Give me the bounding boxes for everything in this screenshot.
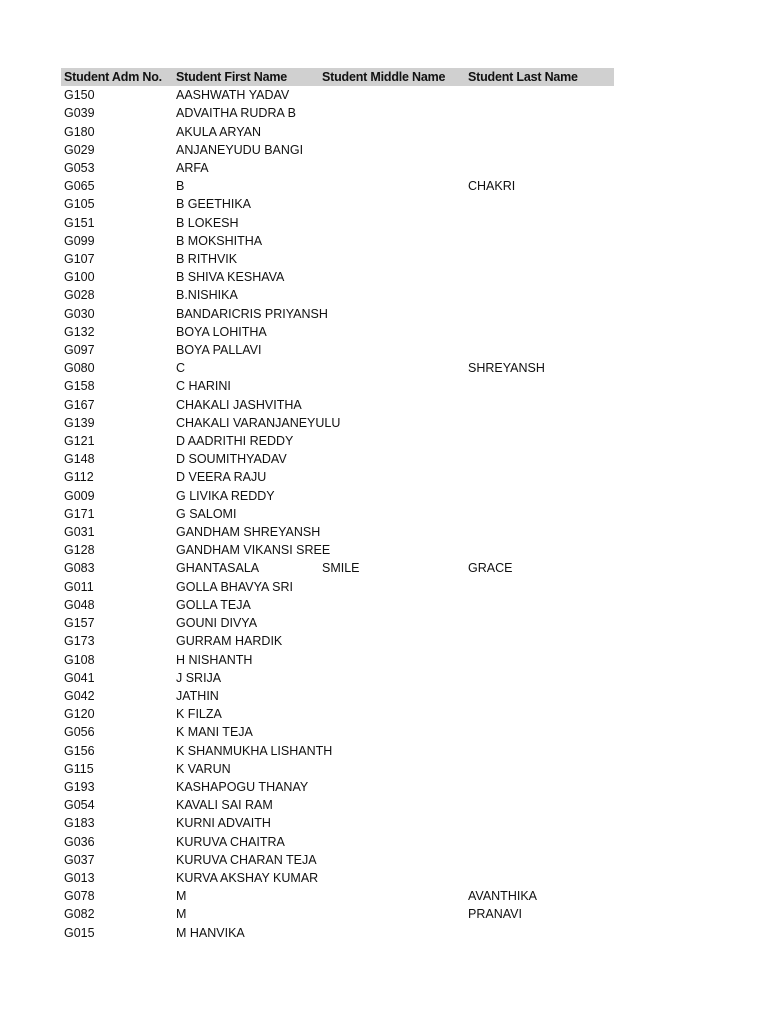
header-row: [61, 68, 614, 86]
cell-adm-no: G148: [64, 452, 95, 467]
cell-adm-no: G029: [64, 142, 95, 157]
header-middle-name: Student Middle Name: [319, 68, 465, 86]
cell-adm-no: G107: [64, 252, 95, 267]
cell-first-name: D SOUMITHYADAV: [176, 452, 287, 467]
cell-adm-no: G036: [64, 834, 95, 849]
table-body: [61, 86, 614, 942]
cell-first-name: CHAKALI VARANJANEYULU: [176, 415, 341, 430]
table-row: [61, 177, 614, 195]
table-row: [61, 905, 614, 923]
cell-adm-no: G039: [64, 106, 95, 121]
cell-last-name: PRANAVI: [468, 907, 522, 922]
table-row: [61, 760, 614, 778]
table-row: [61, 141, 614, 159]
table-row: [61, 651, 614, 669]
cell-adm-no: G183: [64, 816, 95, 831]
cell-last-name: GRACE: [468, 561, 513, 576]
cell-middle-name: [319, 705, 465, 723]
table-row: [61, 377, 614, 395]
table-row: [61, 505, 614, 523]
table-row: [61, 887, 614, 905]
cell-middle-name: [319, 687, 465, 705]
table-row: [61, 104, 614, 122]
cell-adm-no: G139: [64, 415, 95, 430]
cell-first-name: GOUNI DIVYA: [176, 616, 258, 631]
cell-middle-name: [319, 468, 465, 486]
cell-last-name: [465, 505, 614, 523]
cell-adm-no: G078: [64, 889, 95, 904]
cell-adm-no: G128: [64, 543, 95, 558]
cell-adm-no: G112: [64, 470, 94, 485]
table-row: [61, 414, 614, 432]
cell-middle-name: [319, 396, 465, 414]
cell-last-name: [465, 687, 614, 705]
cell-first-name: K SHANMUKHA LISHANTH: [176, 743, 333, 758]
cell-last-name: [465, 742, 614, 760]
cell-middle-name: [319, 760, 465, 778]
cell-last-name: [465, 268, 614, 286]
cell-first-name: CHAKALI JASHVITHA: [176, 397, 302, 412]
cell-middle-name: [319, 523, 465, 541]
cell-last-name: [465, 468, 614, 486]
student-sheet: [61, 68, 614, 942]
cell-adm-no: G031: [64, 525, 95, 540]
cell-last-name: SHREYANSH: [468, 361, 545, 376]
cell-middle-name: [319, 359, 465, 377]
cell-middle-name: [319, 851, 465, 869]
cell-first-name: M HANVIKA: [176, 925, 245, 940]
cell-adm-no: G115: [64, 761, 94, 776]
cell-last-name: [465, 669, 614, 687]
student-table: [61, 68, 614, 942]
table-row: [61, 541, 614, 559]
cell-middle-name: SMILE: [322, 561, 360, 576]
cell-last-name: [465, 651, 614, 669]
table-row: [61, 232, 614, 250]
cell-middle-name: [319, 141, 465, 159]
cell-middle-name: [319, 250, 465, 268]
table-row: [61, 723, 614, 741]
cell-last-name: [465, 833, 614, 851]
cell-adm-no: G120: [64, 707, 95, 722]
cell-adm-no: G009: [64, 488, 95, 503]
cell-first-name: GANDHAM VIKANSI SREE: [176, 543, 331, 558]
cell-first-name: GOLLA TEJA: [176, 597, 251, 612]
cell-first-name: AASHWATH YADAV: [176, 88, 290, 103]
cell-middle-name: [319, 414, 465, 432]
cell-adm-no: G082: [64, 907, 95, 922]
cell-middle-name: [319, 450, 465, 468]
cell-first-name: GANDHAM SHREYANSH: [176, 525, 321, 540]
table-row: [61, 450, 614, 468]
cell-middle-name: [319, 323, 465, 341]
table-row: [61, 924, 614, 942]
cell-middle-name: [319, 578, 465, 596]
cell-first-name: M: [176, 889, 187, 904]
cell-middle-name: [319, 268, 465, 286]
cell-first-name: GURRAM HARDIK: [176, 634, 283, 649]
table-header: [61, 68, 614, 86]
cell-last-name: [465, 487, 614, 505]
cell-adm-no: G011: [64, 579, 94, 594]
cell-last-name: [465, 104, 614, 122]
cell-first-name: KAVALI SAI RAM: [176, 798, 273, 813]
table-row: [61, 705, 614, 723]
table-row: [61, 250, 614, 268]
table-row: [61, 796, 614, 814]
cell-middle-name: [319, 778, 465, 796]
cell-middle-name: [319, 177, 465, 195]
cell-adm-no: G015: [64, 925, 95, 940]
cell-first-name: BOYA LOHITHA: [176, 324, 267, 339]
cell-last-name: [465, 632, 614, 650]
cell-middle-name: [319, 123, 465, 141]
cell-middle-name: [319, 742, 465, 760]
cell-last-name: [465, 341, 614, 359]
cell-middle-name: [319, 887, 465, 905]
table-row: [61, 432, 614, 450]
cell-first-name: B.NISHIKA: [176, 288, 238, 303]
cell-adm-no: G037: [64, 852, 95, 867]
cell-middle-name: [319, 614, 465, 632]
cell-last-name: [465, 214, 614, 232]
table-row: [61, 268, 614, 286]
table-row: [61, 214, 614, 232]
cell-first-name: B LOKESH: [176, 215, 239, 230]
cell-last-name: [465, 123, 614, 141]
cell-first-name: BOYA PALLAVI: [176, 343, 262, 358]
cell-adm-no: G054: [64, 798, 95, 813]
table-row: [61, 359, 614, 377]
cell-middle-name: [319, 214, 465, 232]
cell-adm-no: G100: [64, 270, 95, 285]
cell-first-name: B RITHVIK: [176, 252, 238, 267]
cell-last-name: [465, 432, 614, 450]
table-row: [61, 487, 614, 505]
cell-last-name: [465, 159, 614, 177]
cell-last-name: AVANTHIKA: [468, 889, 537, 904]
table-row: [61, 341, 614, 359]
cell-adm-no: G167: [64, 397, 95, 412]
cell-adm-no: G121: [64, 434, 95, 449]
cell-middle-name: [319, 341, 465, 359]
cell-last-name: [465, 924, 614, 942]
cell-first-name: B SHIVA KESHAVA: [176, 270, 285, 285]
cell-last-name: [465, 396, 614, 414]
cell-adm-no: G180: [64, 124, 95, 139]
cell-first-name: D VEERA RAJU: [176, 470, 267, 485]
table-row: [61, 833, 614, 851]
cell-middle-name: [319, 232, 465, 250]
header-last-name: Student Last Name: [465, 68, 614, 86]
cell-adm-no: G171: [64, 506, 95, 521]
cell-adm-no: G056: [64, 725, 95, 740]
cell-last-name: [465, 541, 614, 559]
cell-first-name: K MANI TEJA: [176, 725, 253, 740]
table-row: [61, 523, 614, 541]
table-row: [61, 305, 614, 323]
cell-first-name: KURVA AKSHAY KUMAR: [176, 870, 319, 885]
cell-last-name: [465, 450, 614, 468]
table-row: [61, 323, 614, 341]
table-row: [61, 286, 614, 304]
cell-adm-no: G105: [64, 197, 95, 212]
cell-last-name: [465, 814, 614, 832]
cell-middle-name: [319, 651, 465, 669]
cell-adm-no: G157: [64, 616, 95, 631]
cell-middle-name: [319, 905, 465, 923]
cell-first-name: K VARUN: [176, 761, 231, 776]
header-adm-no: Student Adm No.: [61, 68, 173, 86]
cell-last-name: [465, 305, 614, 323]
table-row: [61, 742, 614, 760]
cell-middle-name: [319, 814, 465, 832]
cell-middle-name: [319, 869, 465, 887]
cell-middle-name: [319, 596, 465, 614]
cell-first-name: ANJANEYUDU BANGI: [176, 142, 304, 157]
cell-last-name: [465, 723, 614, 741]
cell-middle-name: [319, 104, 465, 122]
cell-first-name: KURNI ADVAITH: [176, 816, 271, 831]
cell-middle-name: [319, 723, 465, 741]
cell-adm-no: G048: [64, 597, 95, 612]
table-row: [61, 869, 614, 887]
cell-adm-no: G013: [64, 870, 95, 885]
cell-adm-no: G132: [64, 324, 95, 339]
cell-first-name: C: [176, 361, 186, 376]
table-row: [61, 86, 614, 104]
cell-middle-name: [319, 541, 465, 559]
cell-last-name: [465, 614, 614, 632]
table-row: [61, 159, 614, 177]
cell-middle-name: [319, 833, 465, 851]
cell-adm-no: G156: [64, 743, 95, 758]
table-row: [61, 468, 614, 486]
cell-adm-no: G108: [64, 652, 95, 667]
cell-adm-no: G065: [64, 179, 95, 194]
cell-middle-name: [319, 796, 465, 814]
table-row: [61, 396, 614, 414]
cell-first-name: B MOKSHITHA: [176, 233, 263, 248]
cell-adm-no: G083: [64, 561, 95, 576]
table-row: [61, 669, 614, 687]
cell-last-name: CHAKRI: [468, 179, 516, 194]
table-row: [61, 195, 614, 213]
cell-adm-no: G041: [64, 670, 95, 685]
cell-middle-name: [319, 286, 465, 304]
header-first-name: Student First Name: [173, 68, 319, 86]
cell-middle-name: [319, 432, 465, 450]
cell-adm-no: G193: [64, 779, 95, 794]
cell-first-name: G LIVIKA REDDY: [176, 488, 275, 503]
cell-first-name: BANDARICRIS PRIYANSH: [176, 306, 328, 321]
cell-first-name: D AADRITHI REDDY: [176, 434, 294, 449]
cell-first-name: K FILZA: [176, 707, 222, 722]
cell-adm-no: G150: [64, 88, 95, 103]
cell-last-name: [465, 232, 614, 250]
cell-adm-no: G158: [64, 379, 95, 394]
cell-first-name: H NISHANTH: [176, 652, 253, 667]
cell-middle-name: [319, 632, 465, 650]
table-row: [61, 596, 614, 614]
table-row: [61, 614, 614, 632]
table-row: [61, 851, 614, 869]
table-row: [61, 778, 614, 796]
cell-first-name: KURUVA CHAITRA: [176, 834, 285, 849]
cell-adm-no: G030: [64, 306, 95, 321]
table-row: [61, 123, 614, 141]
cell-adm-no: G151: [64, 215, 95, 230]
cell-first-name: B GEETHIKA: [176, 197, 252, 212]
cell-last-name: [465, 578, 614, 596]
cell-first-name: J SRIJA: [176, 670, 222, 685]
table-row: [61, 814, 614, 832]
cell-middle-name: [319, 505, 465, 523]
cell-first-name: M: [176, 907, 187, 922]
cell-last-name: [465, 869, 614, 887]
cell-last-name: [465, 705, 614, 723]
cell-middle-name: [319, 195, 465, 213]
table-row: [61, 578, 614, 596]
cell-first-name: JATHIN: [176, 688, 219, 703]
cell-last-name: [465, 286, 614, 304]
cell-adm-no: G028: [64, 288, 95, 303]
cell-last-name: [465, 778, 614, 796]
cell-last-name: [465, 377, 614, 395]
cell-middle-name: [319, 305, 465, 323]
cell-first-name: G SALOMI: [176, 506, 237, 521]
cell-last-name: [465, 523, 614, 541]
cell-last-name: [465, 851, 614, 869]
cell-middle-name: [319, 86, 465, 104]
cell-middle-name: [319, 669, 465, 687]
cell-middle-name: [319, 377, 465, 395]
table-row: [61, 632, 614, 650]
cell-first-name: KASHAPOGU THANAY: [176, 779, 309, 794]
cell-last-name: [465, 141, 614, 159]
cell-first-name: GOLLA BHAVYA SRI: [176, 579, 293, 594]
cell-first-name: ADVAITHA RUDRA B: [176, 106, 296, 121]
table-row: [61, 687, 614, 705]
cell-adm-no: G097: [64, 343, 95, 358]
cell-adm-no: G099: [64, 233, 95, 248]
cell-first-name: GHANTASALA: [176, 561, 260, 576]
cell-middle-name: [319, 159, 465, 177]
cell-last-name: [465, 760, 614, 778]
cell-first-name: C HARINI: [176, 379, 231, 394]
cell-first-name: KURUVA CHARAN TEJA: [176, 852, 317, 867]
cell-middle-name: [319, 487, 465, 505]
cell-adm-no: G053: [64, 161, 95, 176]
cell-first-name: AKULA ARYAN: [176, 124, 261, 139]
table-row: [61, 559, 614, 577]
cell-last-name: [465, 250, 614, 268]
cell-last-name: [465, 323, 614, 341]
cell-adm-no: G080: [64, 361, 95, 376]
cell-last-name: [465, 414, 614, 432]
cell-adm-no: G042: [64, 688, 95, 703]
cell-adm-no: G173: [64, 634, 95, 649]
cell-last-name: [465, 195, 614, 213]
cell-first-name: B: [176, 179, 185, 194]
cell-first-name: ARFA: [176, 161, 209, 176]
cell-last-name: [465, 86, 614, 104]
cell-last-name: [465, 796, 614, 814]
cell-middle-name: [319, 924, 465, 942]
cell-last-name: [465, 596, 614, 614]
